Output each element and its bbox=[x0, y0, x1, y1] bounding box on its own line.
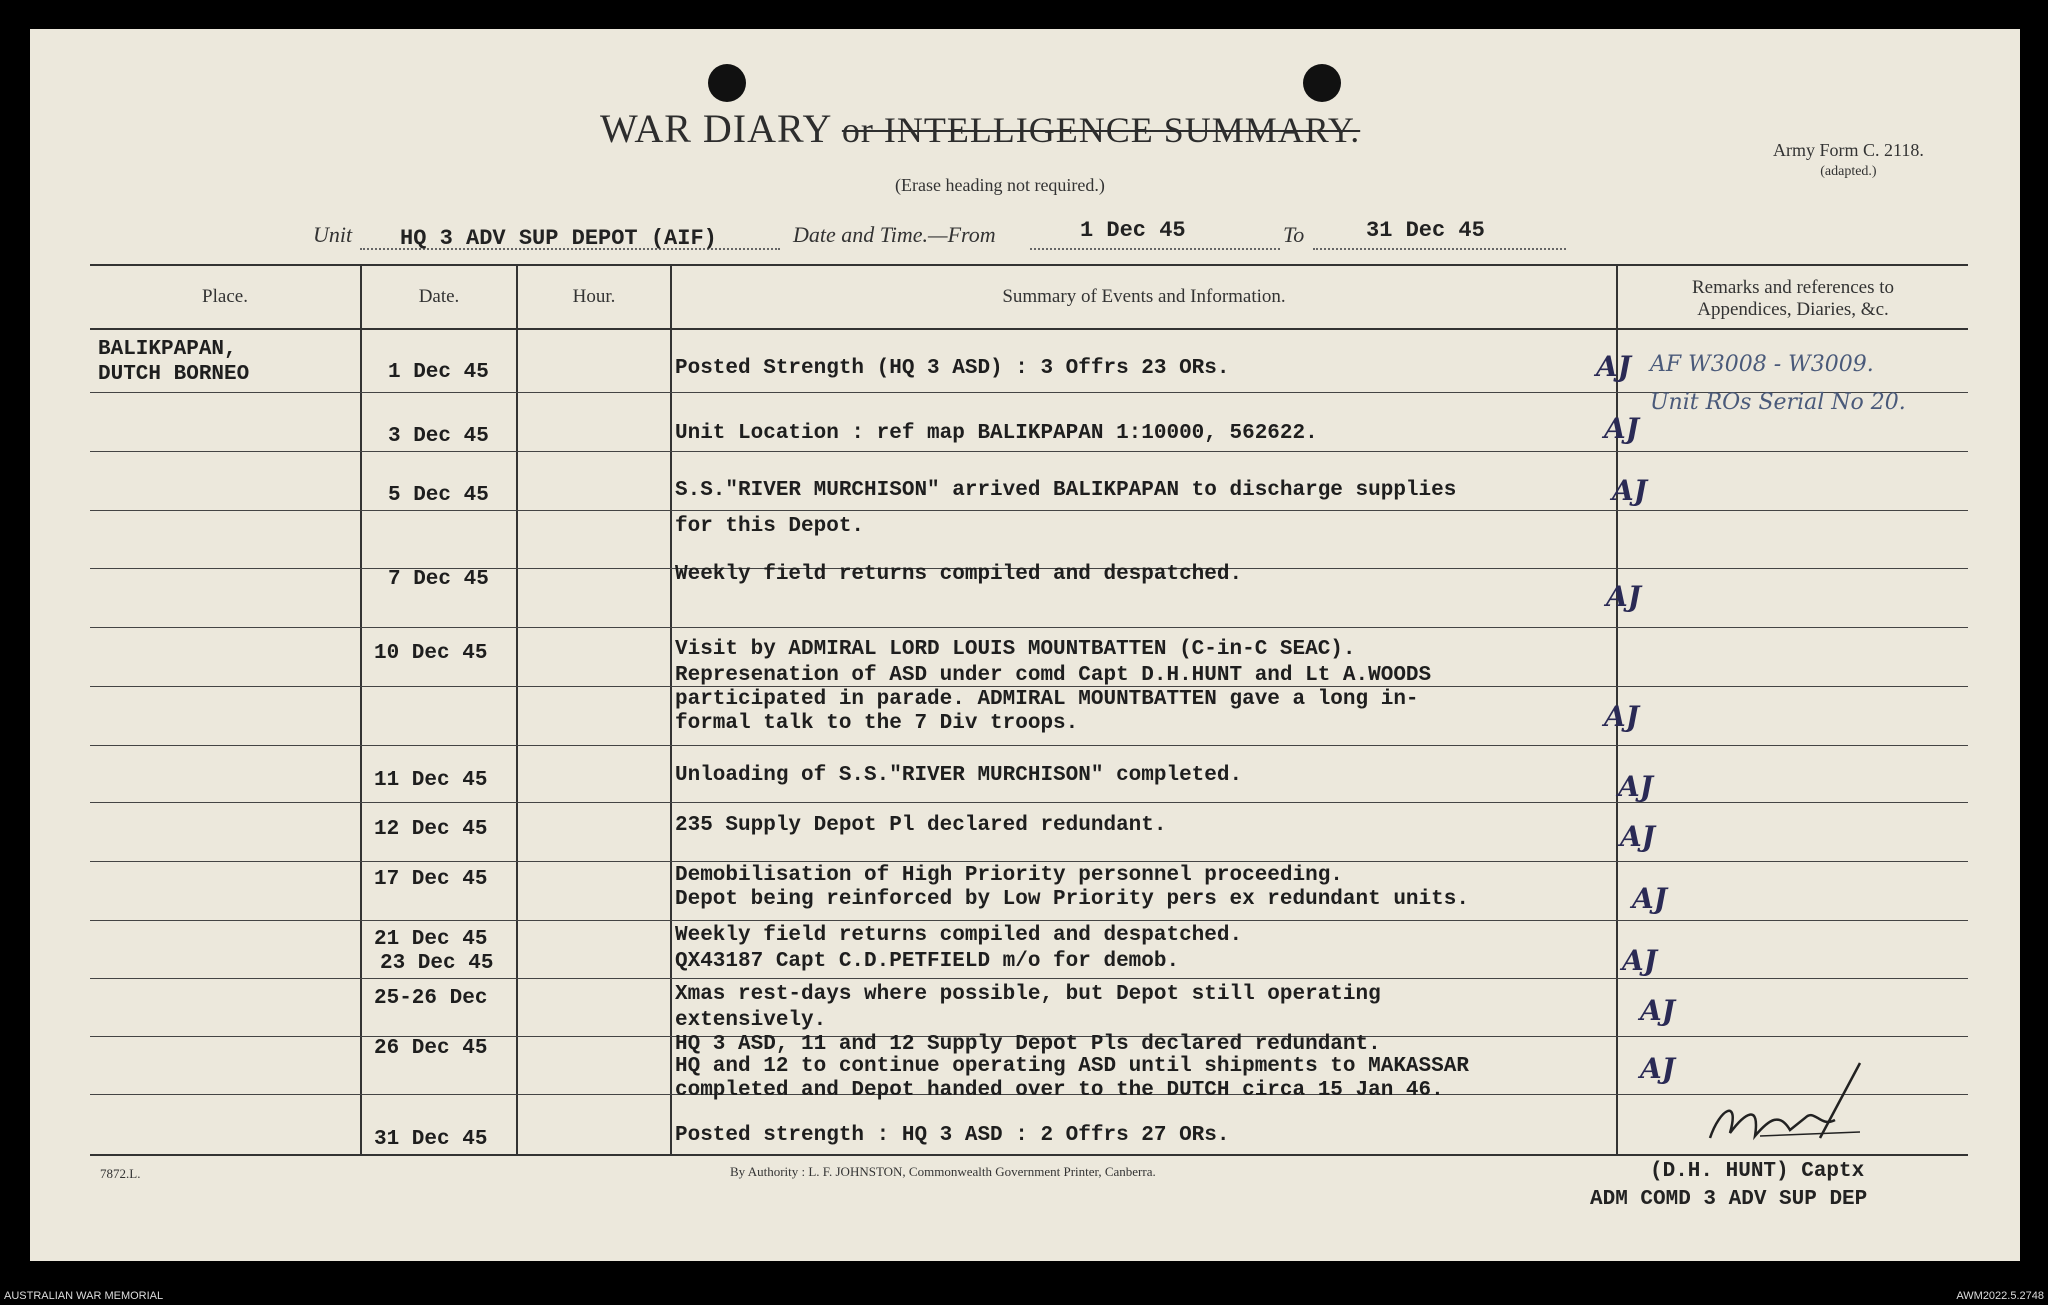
entry-text: Xmas rest-days where possible, but Depot still operating bbox=[675, 983, 1381, 1006]
entry-date: 31 Dec 45 bbox=[374, 1128, 488, 1151]
entry-text: Unit Location : ref map BALIKPAPAN 1:10000, 562622. bbox=[675, 422, 1318, 445]
initials-mark: AJ bbox=[1612, 474, 1647, 507]
entry-text: HQ 3 ASD, 11 and 12 Supply Depot Pls declared redundant. bbox=[675, 1033, 1381, 1056]
entry-date: 26 Dec 45 bbox=[374, 1037, 488, 1060]
entry-text: Depot being reinforced by Low Priority pers ex redundant units. bbox=[675, 888, 1469, 911]
entry-date: 17 Dec 45 bbox=[374, 868, 488, 891]
col-divider-place bbox=[360, 264, 362, 1155]
place-line: BALIKPAPAN, bbox=[98, 338, 237, 361]
unit-value: HQ 3 ADV SUP DEPOT (AIF) bbox=[400, 226, 717, 251]
signatory-name: (D.H. HUNT) Captx bbox=[1650, 1160, 1865, 1183]
to-label: To bbox=[1283, 222, 1305, 247]
entry-date: 11 Dec 45 bbox=[374, 769, 488, 792]
table-bottom-rule bbox=[90, 1154, 1968, 1156]
initials-mark: AJ bbox=[1606, 580, 1641, 613]
ruled-line bbox=[90, 627, 1968, 628]
entry-text: 235 Supply Depot Pl declared redundant. bbox=[675, 814, 1167, 837]
ruled-line bbox=[90, 451, 1968, 452]
initials-mark: AJ bbox=[1620, 820, 1655, 853]
from-value: 1 Dec 45 bbox=[1080, 218, 1186, 243]
erase-note: (Erase heading not required.) bbox=[895, 175, 1105, 195]
initials-mark: AJ bbox=[1632, 882, 1667, 915]
to-dots bbox=[1313, 248, 1566, 250]
entry-date: 12 Dec 45 bbox=[374, 818, 488, 841]
entry-text: HQ and 12 to continue operating ASD until shipments to MAKASSAR bbox=[675, 1055, 1469, 1078]
archive-label: AUSTRALIAN WAR MEMORIAL bbox=[4, 1290, 164, 1302]
title-war-diary: WAR DIARY bbox=[600, 106, 831, 151]
ruled-line bbox=[90, 510, 1968, 511]
army-form-number: Army Form C. 2118. bbox=[1773, 140, 1924, 160]
entry-date: 25-26 Dec bbox=[374, 987, 488, 1010]
col-divider-date bbox=[516, 264, 518, 1155]
ruled-line bbox=[90, 745, 1968, 746]
col-header-date: Date. bbox=[418, 286, 460, 307]
entry-text: Weekly field returns compiled and despatched. bbox=[675, 924, 1243, 947]
col-header-place: Place. bbox=[202, 286, 248, 307]
signatory-role: ADM COMD 3 ADV SUP DEP bbox=[1590, 1188, 1868, 1211]
entry-date: 21 Dec 45 bbox=[374, 928, 488, 951]
printer-authority: By Authority : L. F. JOHNSTON, Commonwealth Government Printer, Canberra. bbox=[730, 1164, 1156, 1179]
to-value: 31 Dec 45 bbox=[1366, 218, 1485, 243]
place-line: DUTCH BORNEO bbox=[98, 363, 250, 386]
entry-text: Posted strength : HQ 3 ASD : 2 Offrs 27 ORs. bbox=[675, 1124, 1230, 1147]
initials-mark: AJ bbox=[1622, 944, 1657, 977]
entry-text: Visit by ADMIRAL LORD LOUIS MOUNTBATTEN (C-in-C SEAC). bbox=[675, 638, 1356, 661]
entry-date: 23 Dec 45 bbox=[380, 952, 494, 975]
entry-text: QX43187 Capt C.D.PETFIELD m/o for demob. bbox=[675, 950, 1180, 973]
ruled-line bbox=[90, 978, 1968, 979]
army-form-sub: (adapted.) bbox=[1820, 164, 1877, 179]
entry-text: completed and Depot handed over to the DUTCH circa 15 Jan 46. bbox=[675, 1079, 1444, 1102]
signature-scribble bbox=[1700, 1058, 1870, 1153]
army-form-label bbox=[1773, 139, 1924, 183]
punch-hole-left bbox=[708, 64, 746, 102]
ruled-line bbox=[90, 861, 1968, 862]
initials-mark: AJ bbox=[1640, 994, 1675, 1027]
unit-label: Unit bbox=[313, 222, 353, 247]
col-header-remarks-line2: Appendices, Diaries, &c. bbox=[1697, 299, 1889, 320]
initials-mark: AJ bbox=[1618, 770, 1653, 803]
initials-mark: AJ bbox=[1604, 412, 1639, 445]
remarks-handwritten: AF W3008 - W3009. bbox=[1650, 352, 1874, 377]
ruled-line bbox=[90, 802, 1968, 803]
form-number: 7872.L. bbox=[100, 1166, 141, 1181]
col-divider-hour bbox=[670, 264, 672, 1155]
from-dots bbox=[1030, 248, 1280, 250]
table-top-rule bbox=[90, 264, 1968, 266]
date-label: Date and Time.—From bbox=[793, 222, 996, 247]
entry-text: participated in parade. ADMIRAL MOUNTBATTEN gave a long in- bbox=[675, 688, 1419, 711]
col-header-remarks bbox=[1618, 277, 1968, 321]
col-header-hour: Hour. bbox=[572, 286, 616, 307]
entry-text: Weekly field returns compiled and despatched. bbox=[675, 563, 1243, 586]
entry-text: formal talk to the 7 Div troops. bbox=[675, 712, 1079, 735]
entry-text: Demobilisation of High Priority personnel proceeding. bbox=[675, 864, 1343, 887]
initials-mark: AJ bbox=[1604, 700, 1639, 733]
entry-text: Represenation of ASD under comd Capt D.H.HUNT and Lt A.WOODS bbox=[675, 664, 1432, 687]
entry-text: Unloading of S.S."RIVER MURCHISON" completed. bbox=[675, 764, 1243, 787]
ruled-line bbox=[90, 920, 1968, 921]
col-header-summary: Summary of Events and Information. bbox=[1002, 286, 1286, 307]
col-header-remarks-line1: Remarks and references to bbox=[1691, 277, 1895, 298]
archive-id: AWM2022.5.2748 bbox=[1956, 1290, 2044, 1302]
entry-date: 3 Dec 45 bbox=[388, 425, 489, 448]
entry-text: extensively. bbox=[675, 1009, 827, 1032]
punch-hole-right bbox=[1303, 64, 1341, 102]
title-struck-text: or INTELLIGENCE SUMMARY. bbox=[841, 110, 1361, 150]
remarks-handwritten: Unit ROs Serial No 20. bbox=[1650, 390, 1906, 415]
entry-text: for this Depot. bbox=[675, 515, 865, 538]
entry-text: S.S."RIVER MURCHISON" arrived BALIKPAPAN to discharge supplies bbox=[675, 479, 1457, 502]
entry-date: 7 Dec 45 bbox=[388, 568, 489, 591]
initials-mark: AJ bbox=[1596, 350, 1631, 383]
entry-date: 10 Dec 45 bbox=[374, 642, 488, 665]
page-title bbox=[600, 105, 1360, 152]
entry-date: 5 Dec 45 bbox=[388, 484, 489, 507]
entry-text: Posted Strength (HQ 3 ASD) : 3 Offrs 23 ORs. bbox=[675, 357, 1230, 380]
table-header-rule bbox=[90, 328, 1968, 330]
entry-date: 1 Dec 45 bbox=[388, 361, 489, 384]
initials-mark: AJ bbox=[1640, 1052, 1675, 1085]
